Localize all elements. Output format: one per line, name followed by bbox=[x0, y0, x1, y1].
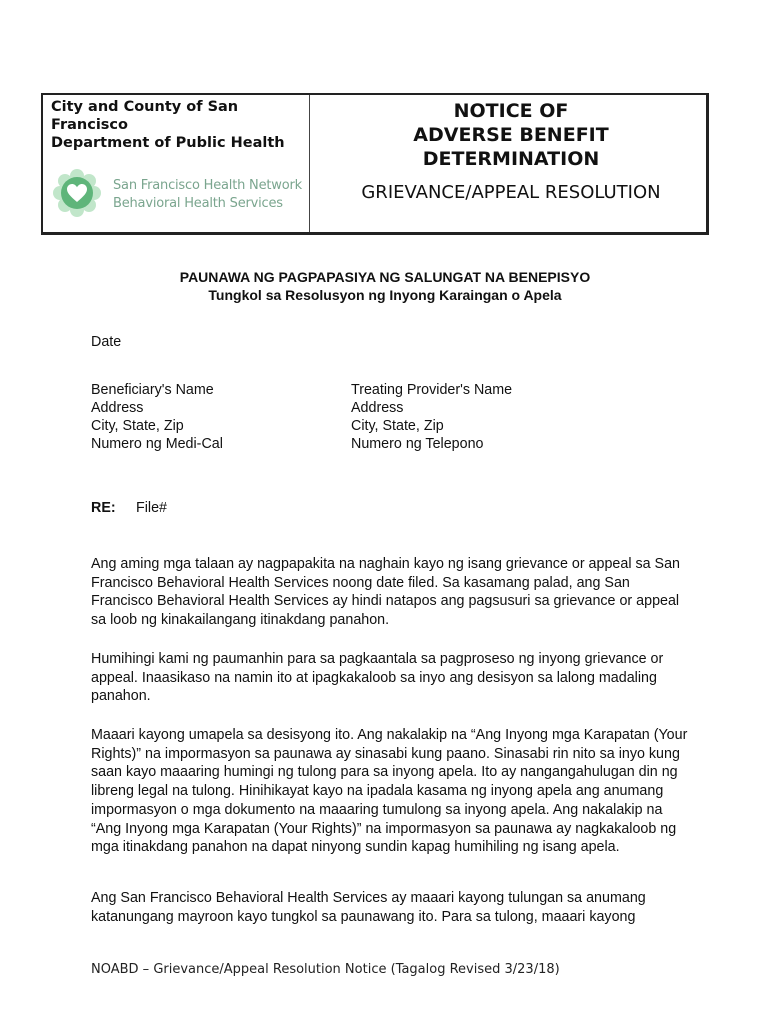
provider-name: Treating Provider's Name bbox=[351, 382, 513, 398]
body-paragraph: Humihingi kami ng paumanhin para sa pagkaantala sa pagproseso ng inyong grievance or appeal. Inaasikaso na namin ito at ipagkakaloob sa inyo ang desisyon sa lalong madaling panahon. bbox=[91, 651, 664, 705]
provider-address-line: Address bbox=[351, 400, 404, 416]
provider-address bbox=[351, 381, 512, 453]
title-line: PAUNAWA NG PAGPAPASIYA NG SALUNGAT NA BENEPISYO bbox=[179, 269, 591, 285]
heart-flower-icon bbox=[51, 167, 103, 219]
agency-line: City and County of San bbox=[51, 99, 239, 115]
logo-line: Behavioral Health Services bbox=[113, 196, 283, 211]
notice-title-line: DETERMINATION bbox=[422, 148, 600, 170]
notice-title-line: NOTICE OF bbox=[453, 100, 569, 122]
beneficiary-name: Beneficiary's Name bbox=[91, 382, 214, 398]
agency-line: Department of Public Health bbox=[51, 135, 285, 151]
re-label: RE: bbox=[91, 500, 116, 516]
beneficiary-medi-cal-number: Numero ng Medi-Cal bbox=[91, 436, 223, 452]
file-number: File# bbox=[136, 500, 167, 516]
notice-subtitle: GRIEVANCE/APPEAL RESOLUTION bbox=[361, 182, 661, 203]
body-paragraph: Maaari kayong umapela sa desisyong ito. Ang nakalakip na “Ang Inyong mga Karapatan (Your Rights)” na impormasyon sa paunawa ay sinasabi kung paano. Sinasabi rin nito sa inyo kung saan kayo maaaring humingi ng tulong para sa inyong apela. Ito ay nangangahulugan din ng libreng legal na tulong. Hinihikayat kayo na ipadala kasama ng inyong apela ang anumang impormasyon o mga dokumento na maaaring tumulong sa inyong apela. Ang nakalakip na “Ang Inyong mga Karapatan (Your Rights)” na impormasyon sa paunawa ay nagkakaloob ng mga itinakdang panahon na dapat ninyong sundin kapag humihiling ng isang apela. bbox=[91, 727, 688, 856]
logo-line: San Francisco Health Network bbox=[113, 178, 302, 193]
date-field: Date bbox=[91, 334, 122, 350]
title-line: Tungkol sa Resolusyon ng Inyong Karaingan o Apela bbox=[208, 287, 562, 303]
header-divider bbox=[309, 95, 310, 232]
beneficiary-address-line: Address bbox=[91, 400, 144, 416]
provider-city-state-zip: City, State, Zip bbox=[351, 418, 444, 434]
letterhead-box bbox=[41, 93, 709, 235]
body-paragraph: Ang San Francisco Behavioral Health Services ay maaari kayong tulungan sa anumang katanungang mayroon kayo tungkol sa paunawang ito. Para sa tulong, maaari kayong bbox=[91, 890, 646, 925]
logo-wordmark bbox=[113, 177, 313, 213]
beneficiary-address bbox=[91, 381, 223, 453]
body-paragraph: Ang aming mga talaan ay nagpapakita na naghain kayo ng isang grievance or appeal sa San Francisco Behavioral Health Services noong date filed. Sa kasamang palad, ang San Francisco Behavioral Health Services ay hindi natapos ang pagsusuri sa grievance or appeal sa loob ng kinakailangang itinakdang panahon. bbox=[91, 556, 680, 629]
agency-name bbox=[51, 98, 306, 152]
document-title bbox=[40, 268, 730, 304]
agency-line: Francisco bbox=[51, 117, 128, 133]
notice-title bbox=[311, 99, 711, 171]
beneficiary-city-state-zip: City, State, Zip bbox=[91, 418, 184, 434]
page-footer: NOABD – Grievance/Appeal Resolution Notice (Tagalog Revised 3/23/18) bbox=[91, 962, 560, 977]
provider-phone-number: Numero ng Telepono bbox=[351, 436, 484, 452]
notice-title-line: ADVERSE BENEFIT bbox=[413, 124, 609, 146]
